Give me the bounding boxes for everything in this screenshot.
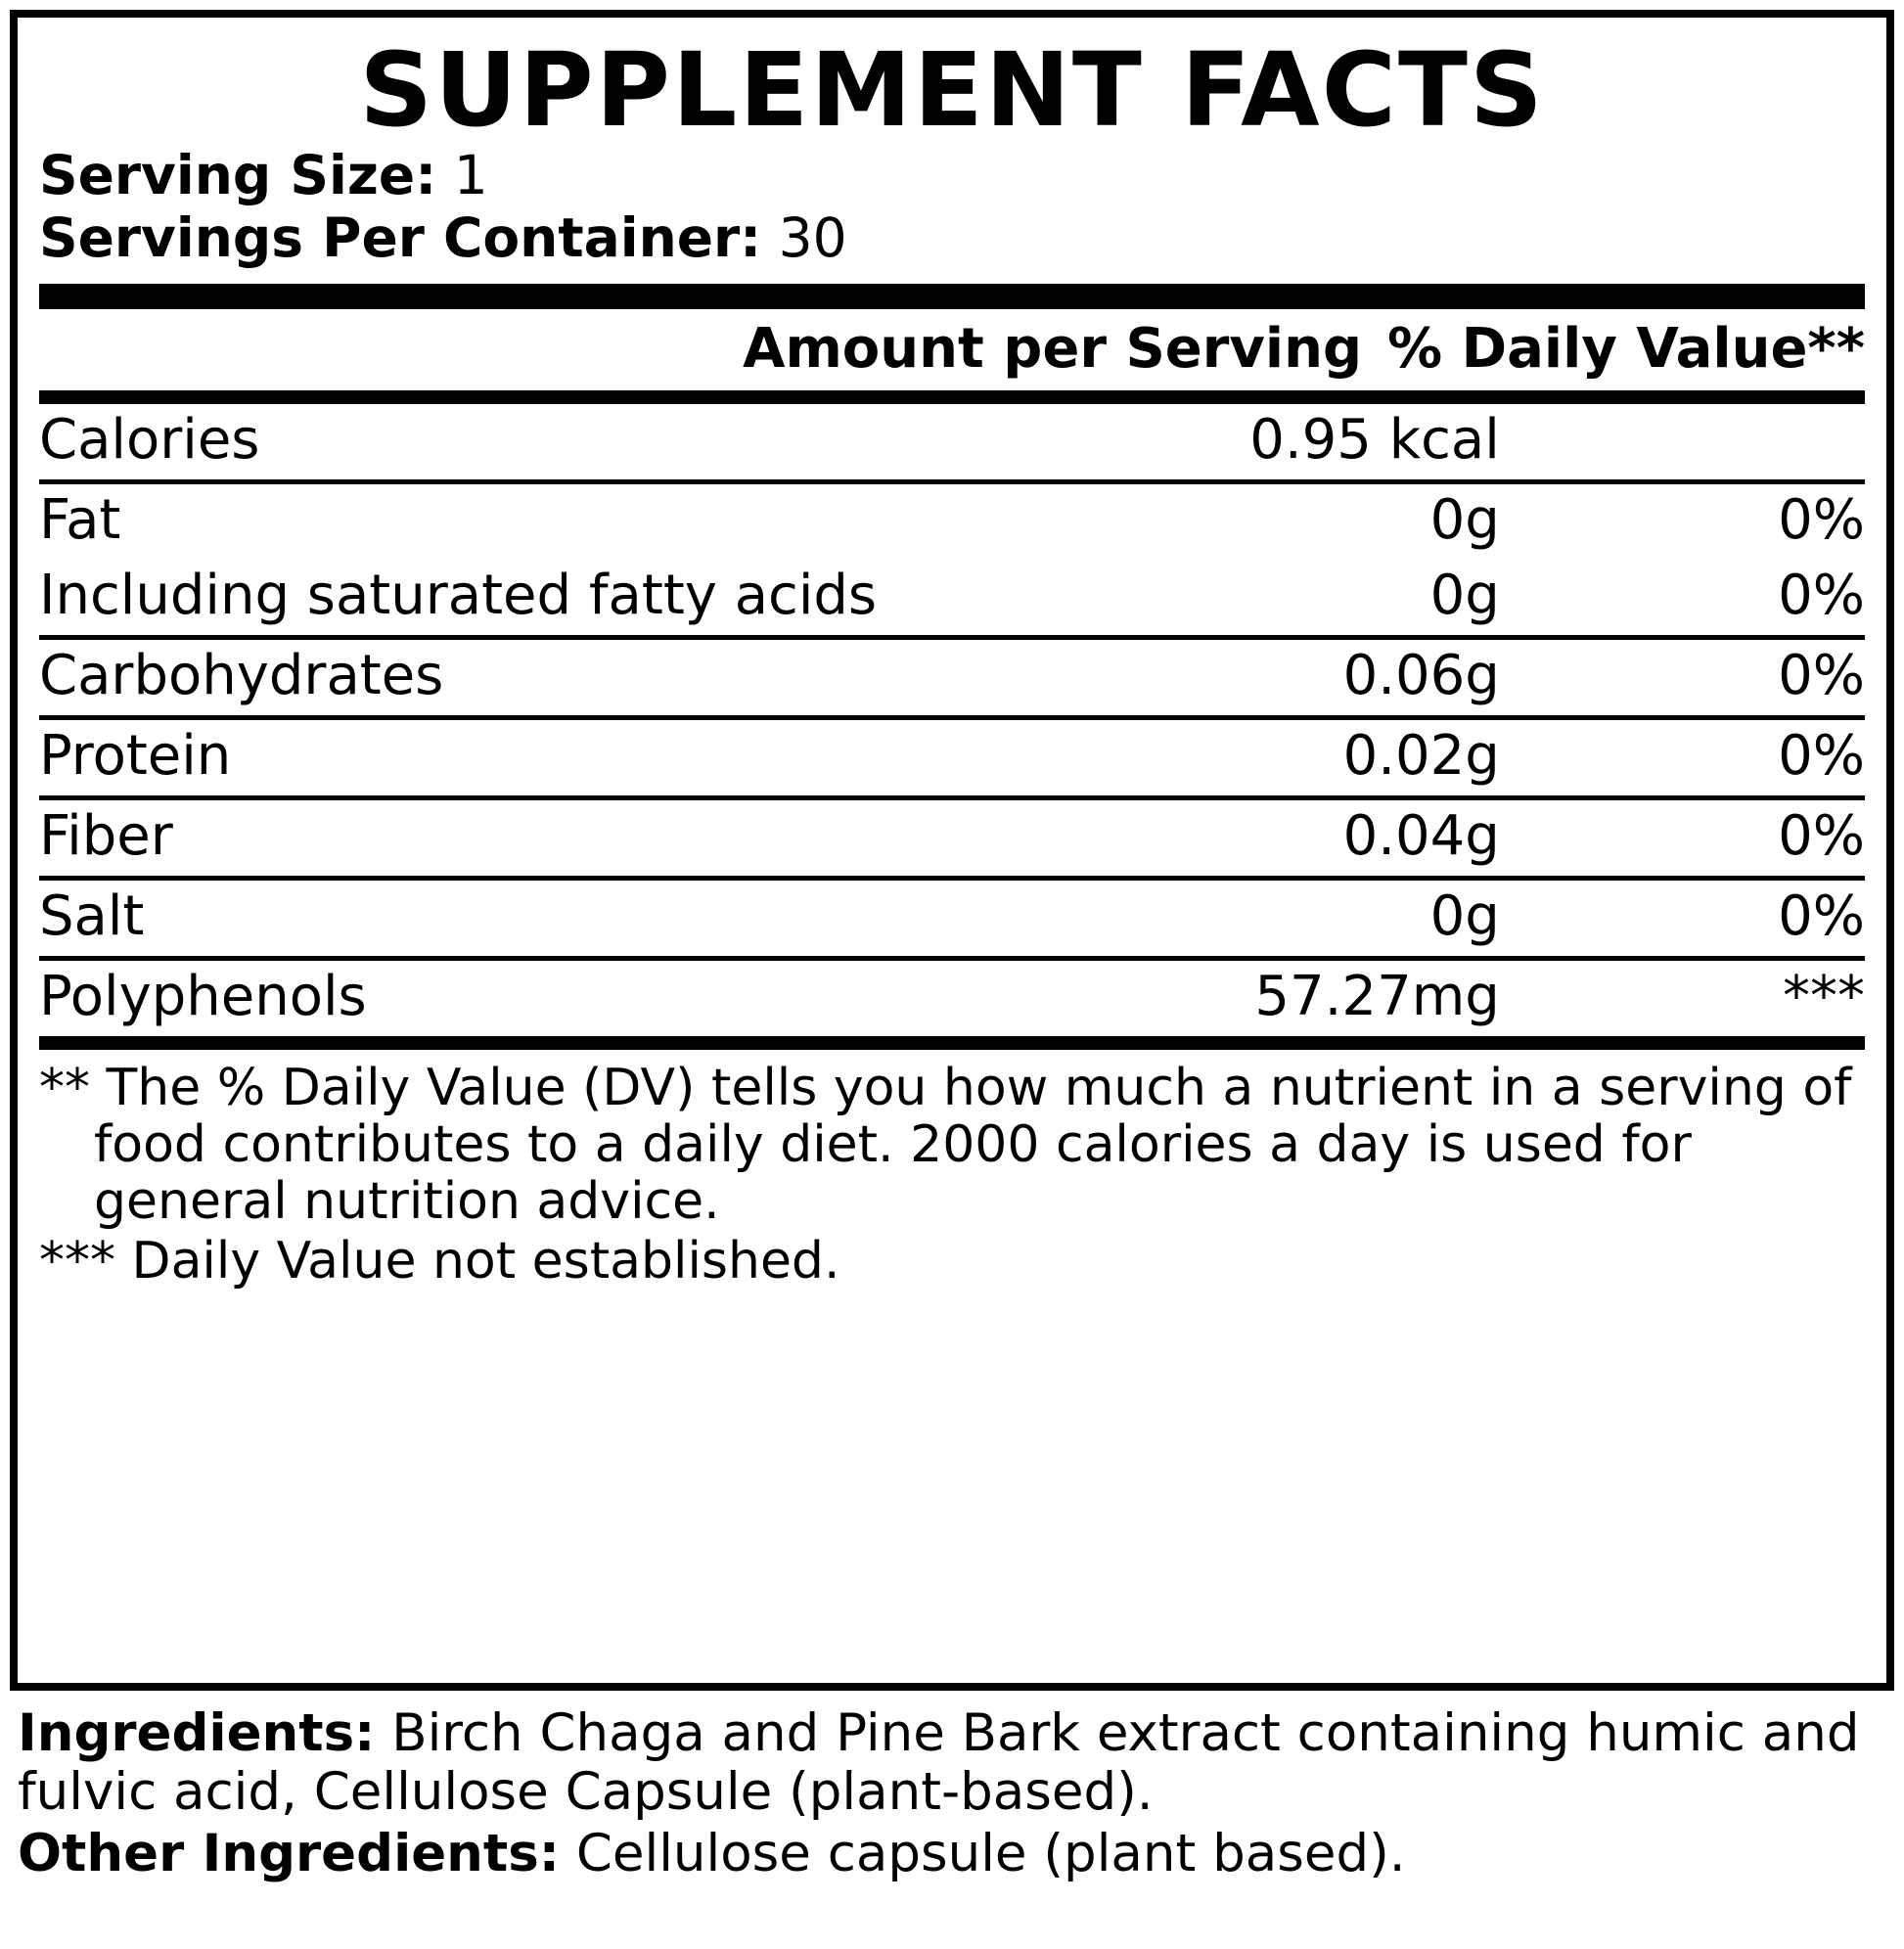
table-header-row: [39, 309, 1865, 390]
nutrient-name: Calories: [39, 407, 260, 472]
divider-medium-header: [39, 390, 1865, 404]
nutrient-daily-value: 0%: [1500, 878, 1865, 958]
nutrient-name: Carbohydrates: [39, 637, 988, 717]
table-row: [39, 878, 1865, 958]
nutrient-daily-value: 0%: [1500, 717, 1865, 797]
nutrient-amount: 0g: [988, 481, 1499, 560]
footnote-marker-dv: **: [39, 1058, 90, 1117]
nutrient-name: Fat: [39, 481, 988, 560]
table-row: [39, 637, 1865, 717]
footnotes: [39, 1050, 1865, 1290]
page-title: SUPPLEMENT FACTS: [359, 30, 1545, 150]
serving-size-label: Serving Size:: [39, 144, 437, 207]
ingredients-label: Ingredients:: [18, 1703, 376, 1763]
table-row: [39, 560, 1865, 638]
nutrient-name: Polyphenols: [39, 958, 988, 1036]
nutrient-amount: 0g: [988, 878, 1499, 958]
ingredients-section: [18, 1704, 1894, 1885]
divider-thick-top: [39, 284, 1865, 309]
nutrient-name: Protein: [39, 717, 988, 797]
table-row: [39, 958, 1865, 1036]
nutrient-daily-value: 0%: [1500, 637, 1865, 717]
nutrition-table: [39, 404, 1865, 1036]
column-header-amount: Amount per Serving: [743, 316, 1363, 381]
nutrient-amount: 0.95 kcal: [1249, 407, 1500, 472]
nutrient-amount: 0.02g: [988, 717, 1499, 797]
table-row: [39, 797, 1865, 878]
other-ingredients-line: [18, 1825, 1894, 1883]
footnote-not-established: *** Daily Value not established.: [39, 1231, 840, 1291]
nutrient-daily-value: 0%: [1778, 563, 1865, 627]
nutrient-amount: 0.06g: [988, 637, 1499, 717]
serving-size-line: [39, 145, 1865, 207]
nutrient-amount: 57.27mg: [988, 958, 1499, 1036]
ingredients-line: [18, 1704, 1894, 1823]
servings-per-container-line: [39, 207, 1865, 270]
nutrient-amount: 0g: [1429, 563, 1500, 627]
footnote-daily-value-text: The % Daily Value (DV) tells you how much a nutrient in a serving of food contributes to a daily diet. 2000 calories a day is used for general nutrition advice.: [94, 1058, 1852, 1232]
nutrient-name: Salt: [39, 878, 988, 958]
divider-medium-footnotes: [39, 1036, 1865, 1050]
nutrient-name: Including saturated fatty acids: [39, 563, 878, 627]
ingredients-text: Birch Chaga and Pine Bark extract containing humic and fulvic acid, Cellulose Capsule (plant-based).: [18, 1703, 1860, 1823]
serving-size-value: 1: [453, 144, 488, 207]
footnote-daily-value: [39, 1060, 1865, 1231]
nutrient-daily-value: 0%: [1500, 481, 1865, 560]
other-ingredients-label: Other Ingredients:: [18, 1823, 560, 1883]
table-row: [39, 717, 1865, 797]
nutrient-amount: 0.04g: [988, 797, 1499, 878]
nutrient-daily-value: 0%: [1500, 797, 1865, 878]
nutrient-daily-value: [1500, 404, 1865, 482]
nutrient-daily-value: ***: [1500, 958, 1865, 1036]
table-row: [39, 404, 1865, 482]
servings-per-container-label: Servings Per Container:: [39, 206, 762, 270]
other-ingredients-text: Cellulose capsule (plant based).: [575, 1823, 1406, 1883]
nutrient-name: Fiber: [39, 797, 988, 878]
column-header-daily-value: % Daily Value**: [1387, 316, 1865, 381]
servings-per-container-value: 30: [778, 206, 847, 270]
supplement-facts-panel: [10, 10, 1894, 1691]
table-row: [39, 481, 1865, 560]
